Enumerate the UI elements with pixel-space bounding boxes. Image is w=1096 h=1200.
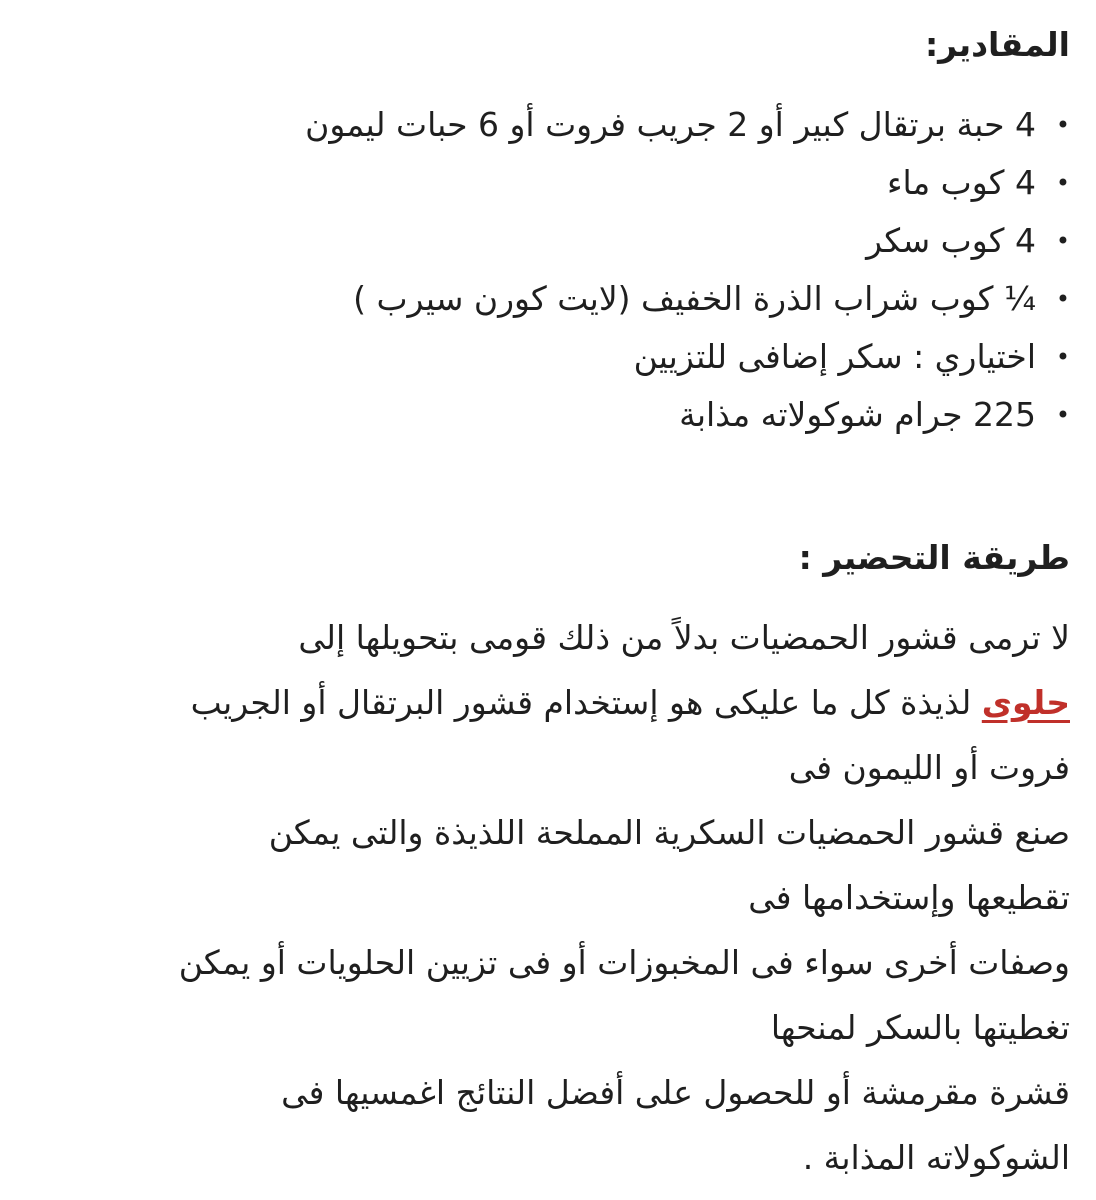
ingredient-text: 4 كوب سكر: [866, 221, 1036, 260]
method-line: تغطيتها بالسكر لمنحها: [770, 1008, 1070, 1047]
halwa-link[interactable]: حلوى: [981, 683, 1070, 722]
ingredient-text: 225 جرام شوكولاته مذابة: [679, 395, 1036, 434]
bullet: •: [1055, 401, 1070, 429]
method-line: تقطيعها وإستخدامها فى: [748, 878, 1070, 917]
ingredient-text: 4 حبة برتقال كبير أو 2 جريب فروت أو 6 حبات ليمون: [305, 105, 1036, 144]
list-item: [30, 154, 1070, 212]
list-item: [30, 212, 1070, 270]
method-line: الشوكولاته المذابة .: [802, 1138, 1070, 1177]
list-item: [30, 386, 1070, 444]
bullet: •: [1055, 285, 1070, 313]
list-item: [30, 96, 1070, 154]
method-line: لا ترمى قشور الحمضيات بدلاً من ذلك قومى بتحويلها إلى: [298, 618, 1070, 657]
bullet: •: [1055, 227, 1070, 255]
ingredient-text: اختياري : سكر إضافى للتزيين: [633, 337, 1036, 376]
method-line: [12, 670, 1070, 735]
method-line: قشرة مقرمشة أو للحصول على أفضل النتائج اغمسيها فى: [281, 1073, 1070, 1112]
bullet: •: [1055, 169, 1070, 197]
bullet: •: [1055, 343, 1070, 371]
list-item: [30, 270, 1070, 328]
method-line: وصفات أخرى سواء فى المخبوزات أو فى تزيين الحلويات أو يمكن: [178, 943, 1070, 982]
method-line: فروت أو الليمون فى: [788, 748, 1070, 787]
list-item: [30, 328, 1070, 386]
bullet: •: [1055, 111, 1070, 139]
ingredient-text: 4 كوب ماء: [886, 163, 1036, 202]
method-line-text: لذيذة كل ما عليكى هو إستخدام قشور البرتقال أو الجريب: [190, 683, 982, 722]
method-heading: طريقة التحضير :: [798, 538, 1070, 577]
method-line: صنع قشور الحمضيات السكرية المملحة اللذيذة والتى يمكن: [268, 813, 1070, 852]
ingredients-heading: المقادير:: [924, 25, 1070, 64]
ingredient-text: ¼ كوب شراب الذرة الخفيف (لايت كورن سيرب ): [353, 279, 1036, 318]
ingredients-list: [30, 96, 1070, 444]
method-body: [12, 605, 1070, 1190]
